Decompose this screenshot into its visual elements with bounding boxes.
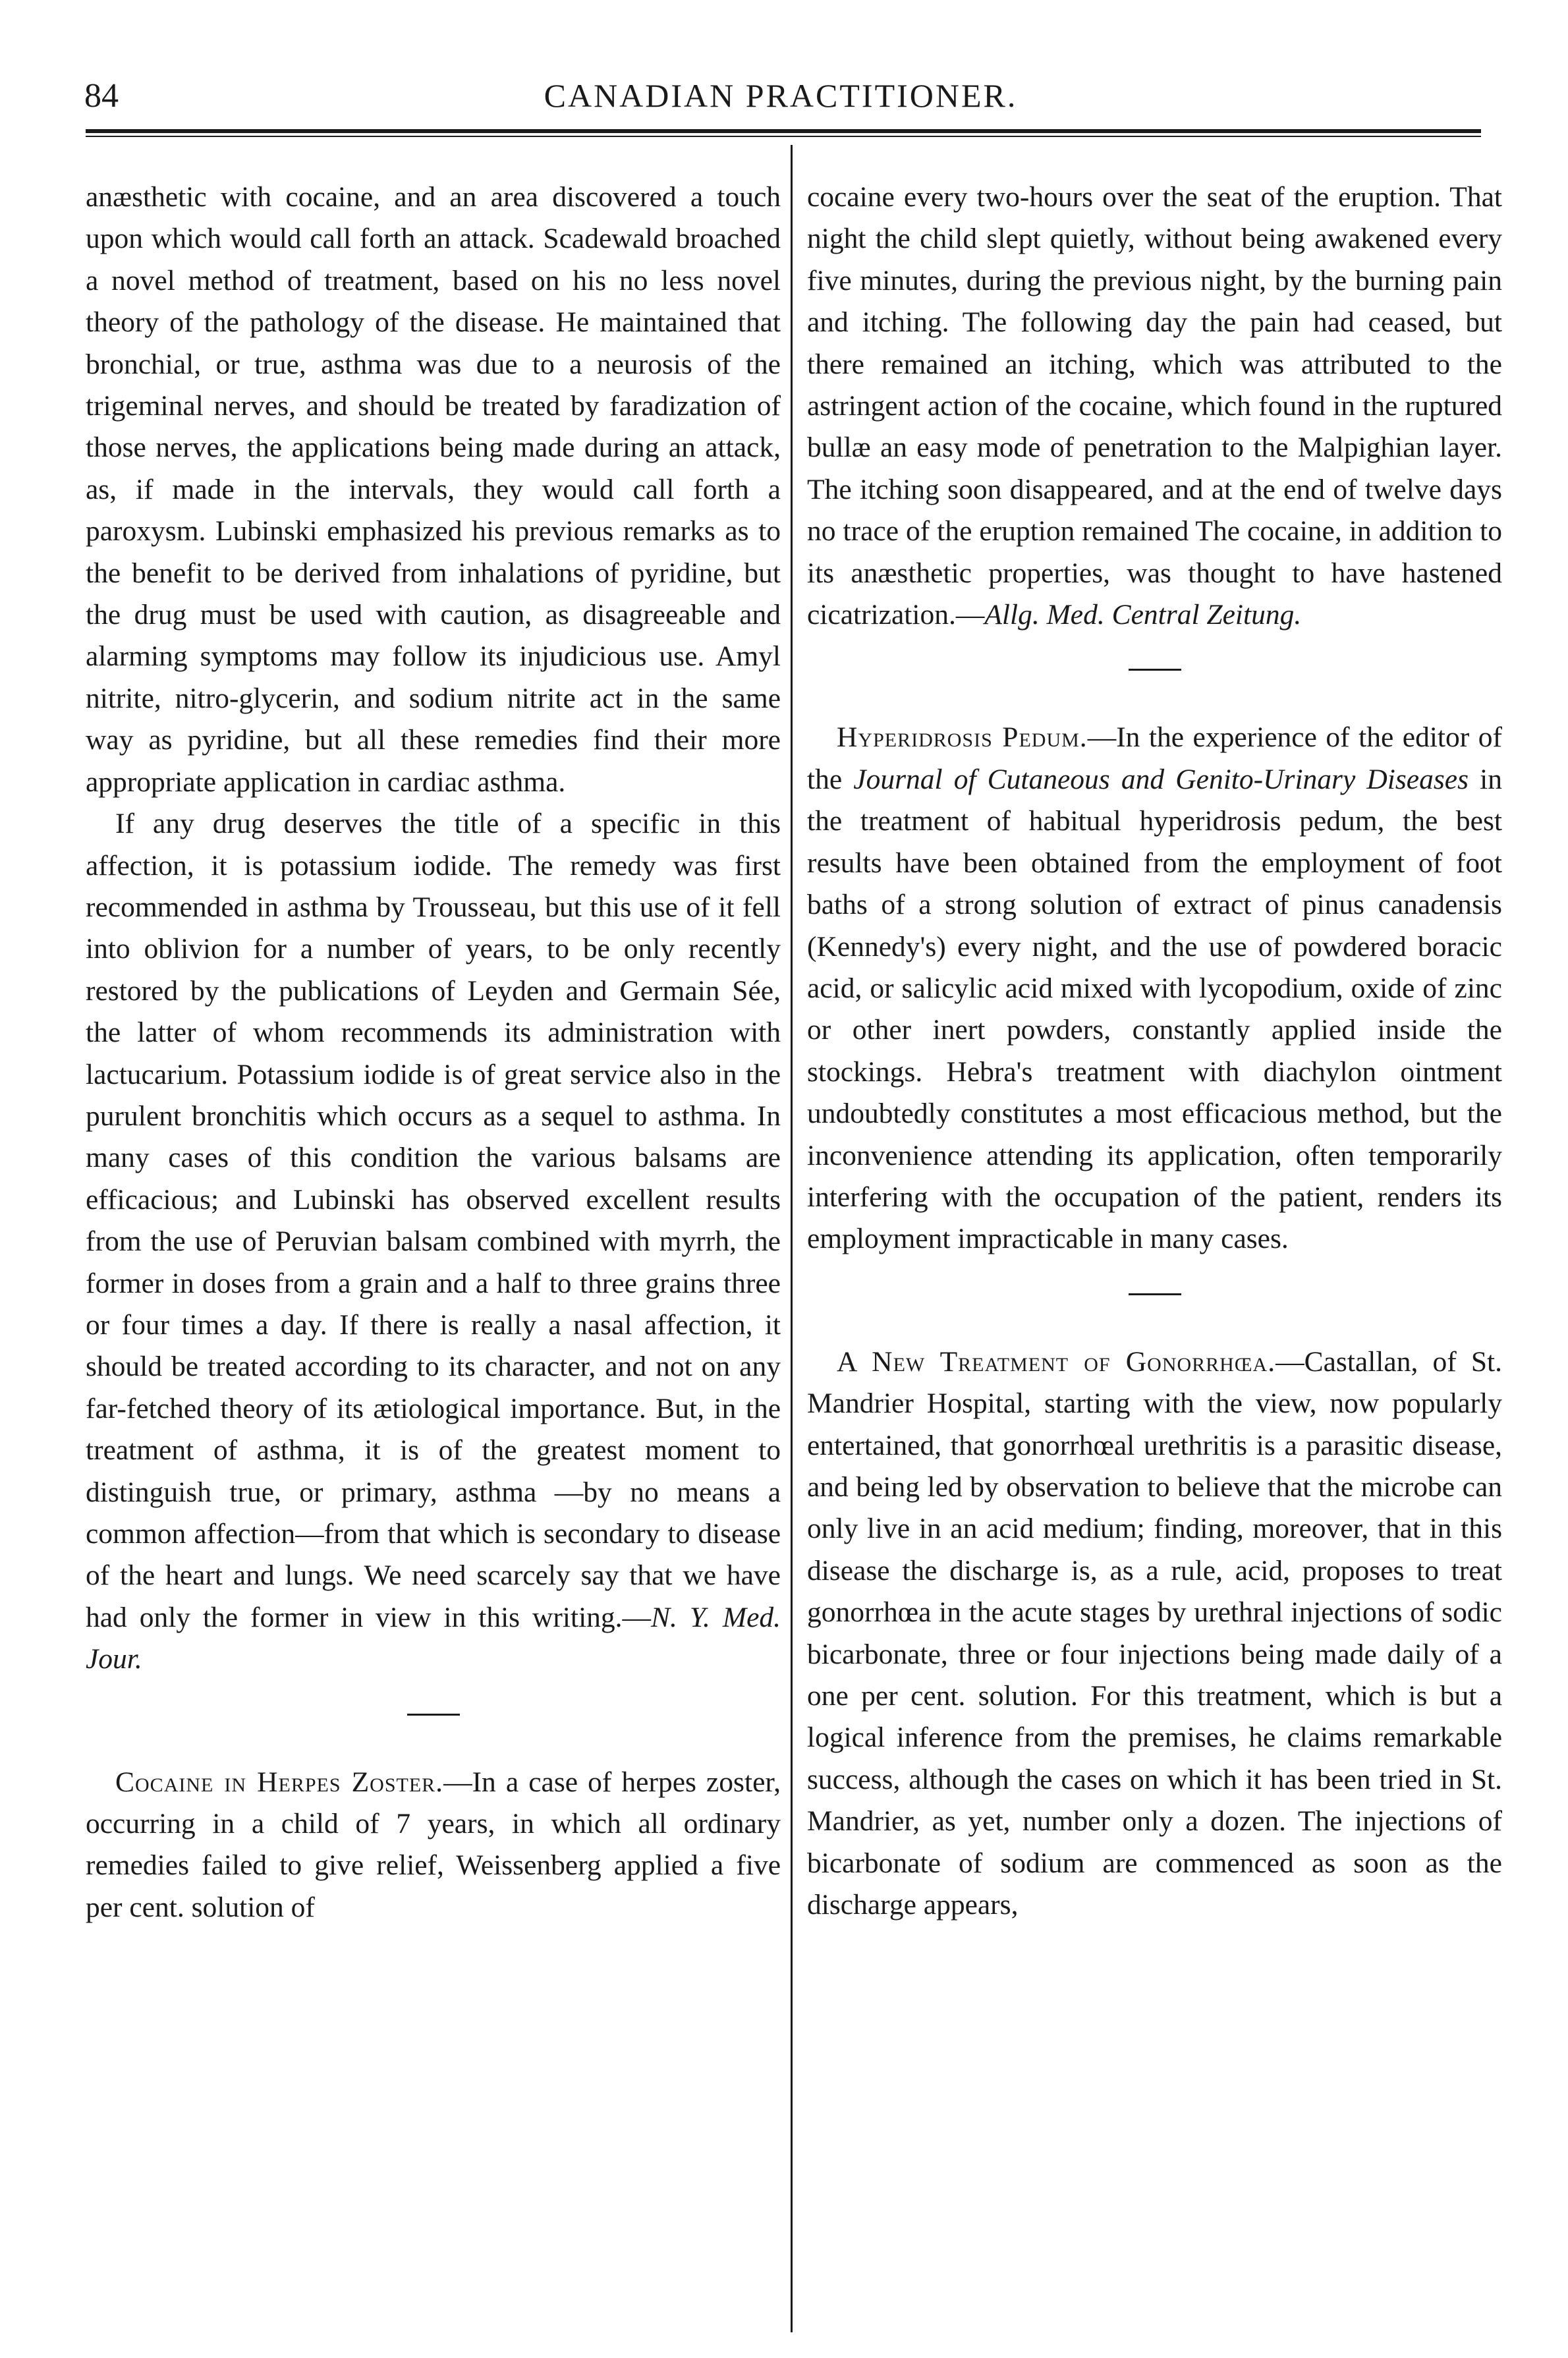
article-hyperidrosis xyxy=(807,717,1502,1260)
article-title: Hyperidrosis Pedum. xyxy=(837,721,1088,754)
section-separator xyxy=(1129,669,1181,671)
asthma-paragraph-2-text: If any drug deserves the title of a specific in this affection, it is potassium iodide. The remedy was first recommended in asthma by Trousseau, but this use of it fell into oblivion for a number of years, to be only recently restored by the publications of Leyden and Germain Sée, the latter of whom recommends its administration with lactucarium. Potassium iodide is of great service also in the purulent bronchitis which occurs as a sequel to asthma. In many cases of this condition the various balsams are efficacious; and Lubinski has observed excellent results from the use of Peruvian balsam combined with myrrh, the former in doses from a grain and a half to three grains three or four times a day. If there is really a nasal affection, it should be treated according to its character, and not on any far-fetched theory of its ætiological importance. But, in the treatment of asthma, it is of the greatest moment to distinguish true, or primary, asthma —by no means a common affection—from that which is secondary to disease of the heart and lungs. We need scarcely say that we have had only the former in view in this writing.— xyxy=(86,808,781,1633)
article-body: —In the experience of the editor of the xyxy=(807,721,1502,795)
article-title: Cocaine in Herpes Zoster. xyxy=(115,1766,444,1798)
section-separator xyxy=(407,1714,460,1716)
right-column xyxy=(807,177,1502,1926)
article-cocaine-herpes xyxy=(86,1762,781,1929)
article-body: in the treatment of habitual hyperidrosis pedum, the best results have been obtained from the employment of foot baths of a strong solution of extract of pinus canadensis (Kennedy's) every night, and the use of powdered boracic acid, or salicylic acid mixed with lycopodium, oxide of zinc or other inert powders, constantly applied inside the stockings. Hebra's treatment with diachylon ointment undoubtedly constitutes a most efficacious method, but the inconvenience attending its application, often temporarily interfering with the occupation of the patient, renders its employment impracticable in many cases. xyxy=(807,763,1502,1255)
page-header xyxy=(79,70,1482,129)
article-gonorrhoea xyxy=(807,1341,1502,1926)
section-separator xyxy=(1129,1293,1181,1295)
column-divider xyxy=(791,145,793,2332)
article-cocaine-continued xyxy=(807,177,1502,636)
header-rule xyxy=(86,129,1481,133)
asthma-paragraph-2 xyxy=(86,803,781,1681)
page-number: 84 xyxy=(84,77,119,115)
left-column xyxy=(86,177,781,1928)
journal-title: Journal of Cutaneous and Genito-Urinary Diseases xyxy=(853,763,1469,795)
header-rule-thin xyxy=(86,136,1481,137)
asthma-paragraph-1: anæsthetic with cocaine, and an area discovered a touch upon which would call forth an attack. Scadewald broached a novel method of treatment, based on his no less novel theory of the pathology of the disease. He maintained that bronchial, or true, asthma was due to a neurosis of the trigeminal nerves, and should be treated by faradization of those nerves, the applications being made during an attack, as, if made in the intervals, they would call forth a paroxysm. Lubinski emphasized his previous remarks as to the benefit to be derived from inhalations of pyridine, but the drug must be used with caution, as disagreeable and alarming symptoms may follow its injudicious use. Amyl nitrite, nitro-glycerin, and sodium nitrite act in the same way as pyridine, but all these remedies find their more appropriate application in cardiac asthma. xyxy=(86,181,781,798)
source-citation: N. Y. Med. Jour. xyxy=(86,1601,781,1675)
article-body: —Castallan, of St. Mandrier Hospital, starting with the view, now popularly entertained, that gonorrhœal urethritis is a parasitic disease, and being led by observation to believe that the microbe can only live in an acid medium; finding, moreover, that in this disease the discharge is, as a rule, acid, proposes to treat gonorrhœa in the acute stages by urethral injections of sodic bicarbonate, three or four injections being made daily of a one per cent. solution. For this treatment, which is but a logical inference from the premises, he claims remarkable success, although the cases on which it has been tried in St. Mandrier, as yet, number only a dozen. The injections of bicarbonate of sodium are commenced as soon as the discharge appears, xyxy=(807,1345,1502,1921)
source-citation: Allg. Med. Central Zeitung. xyxy=(984,599,1302,631)
article-title: A New Treatment of Gonorrhœa. xyxy=(837,1345,1276,1378)
running-title: CANADIAN PRACTITIONER. xyxy=(544,77,1018,114)
article-body: cocaine every two-hours over the seat of the eruption. That night the child slept quietly, without being awakened every five minutes, during the previous night, by the burning pain and itching. The following day the pain had ceased, but there remained an itching, which was attributed to the astringent action of the cocaine, which found in the ruptured bullæ an easy mode of penetration to the Malpighian layer. The itching soon disappeared, and at the end of twelve days no trace of the eruption remained The cocaine, in addition to its anæsthetic properties, was thought to have hastened cicatrization.— xyxy=(807,181,1502,631)
article-body: —In a case of herpes zoster, occurring in a child of 7 years, in which all ordinary remedies failed to give relief, Weissenberg applied a five per cent. solution of xyxy=(86,1766,781,1923)
